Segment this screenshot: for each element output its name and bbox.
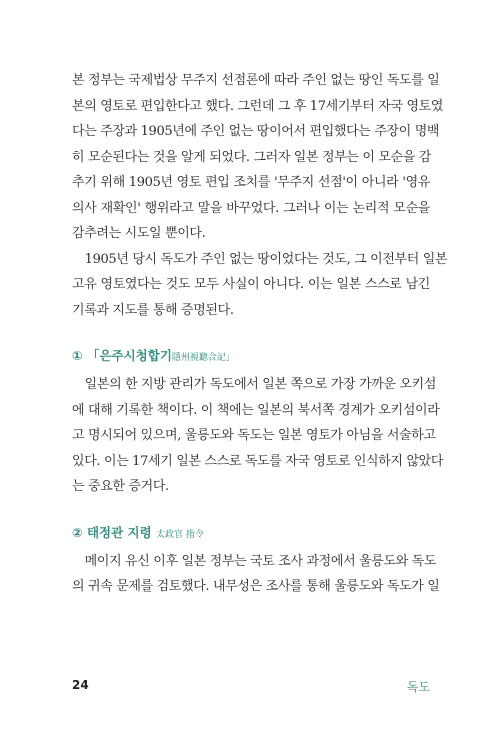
text-line: 있다. 이는 17세기 일본 스스로 독도를 자국 영토로 인식하지 않았다: [72, 453, 444, 469]
text-line: 본의 영토로 편입한다고 했다. 그런데 그 후 17세기부터 자국 영토였: [72, 98, 444, 114]
section-heading-1: [72, 346, 430, 366]
section-heading-2: [72, 523, 430, 543]
text-line: 메이지 유신 이후 일본 정부는 국토 조사 과정에서 울릉도와 독도: [72, 553, 437, 569]
paragraph-1: [72, 68, 444, 247]
text-line: 일본의 한 지방 관리가 독도에서 일본 쪽으로 가장 가까운 오키섬: [72, 377, 437, 392]
text-line: 에 대해 기록한 책이다. 이 책에는 일본의 북서쪽 경계가 오키섬이라: [72, 402, 440, 418]
section-2-body: [72, 549, 440, 600]
page-number: 24: [72, 678, 89, 692]
text-line: 의사 재확인' 행위라고 말을 바꾸었다. 그러나 이는 논리적 모순을: [72, 200, 430, 216]
text-line: 고 명시되어 있으며, 울릉도와 독도는 일본 영토가 아님을 서술하고: [72, 428, 436, 443]
text-line: 기록과 지도를 통해 증명된다.: [72, 302, 234, 318]
text-line: 추기 위해 1905년 영토 편입 조치를 '무주지 선점'이 아니라 '영유: [72, 175, 430, 190]
heading-hanja: 隱州視聽合記」: [171, 353, 235, 363]
running-title: 독도: [406, 680, 430, 694]
heading-title: 태정관 지령: [86, 524, 152, 540]
heading-number: ①: [72, 348, 83, 363]
text-line: 다는 주장과 1905년에 주인 없는 땅이어서 편입했다는 주장이 명백: [72, 124, 440, 139]
text-line: 고유 영토였다는 것도 모두 사실이 아니다. 이는 일본 스스로 남긴: [72, 277, 430, 292]
text-line: 는 중요한 증거다.: [72, 479, 169, 494]
paragraph-2: [72, 247, 448, 324]
text-line: 히 모순된다는 것을 알게 되었다. 그러자 일본 정부는 이 모순을 감: [72, 149, 432, 165]
page-body: [72, 68, 448, 600]
text-line: 감추려는 시도일 뿐이다.: [72, 226, 206, 241]
text-line: 의 귀속 문제를 검토했다. 내무성은 조사를 통해 울릉도와 독도가 일: [72, 579, 440, 594]
heading-hanja: 太政官 指令: [156, 529, 204, 540]
heading-number: ②: [72, 524, 83, 540]
text-line: 본 정부는 국제법상 무주지 선점론에 따라 주인 없는 땅인 독도를 일: [72, 73, 440, 88]
section-1-body: [72, 372, 444, 500]
text-line: 1905년 당시 독도가 주인 없는 땅이었다는 것도, 그 이전부터 일본: [72, 251, 448, 267]
heading-title: 「은주시청합기: [86, 348, 172, 363]
